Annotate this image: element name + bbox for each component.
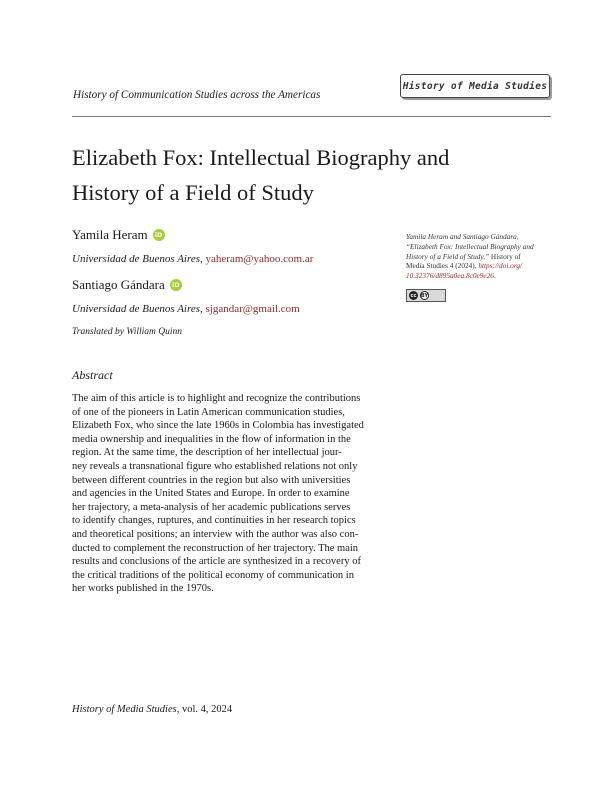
abstract-line: the critical traditions of the political economy of communication in (72, 569, 354, 581)
citation-text: History of (489, 251, 521, 261)
orcid-icon[interactable]: iD (170, 279, 182, 291)
orcid-icon[interactable]: iD (153, 229, 165, 241)
citation-text: . (493, 271, 496, 281)
abstract-line: ney reveals a transnational figure who established relations not only (72, 461, 358, 472)
author-2 (72, 277, 182, 293)
cc-icon: cc (410, 292, 417, 299)
citation-text: Media Studies 4 (2024), (406, 261, 479, 271)
series-title: History of Communication Studies across the Americas (73, 89, 321, 101)
abstract-heading: Abstract (72, 368, 113, 382)
by-icon: BY (420, 292, 429, 299)
title-line-1: Elizabeth Fox: Intellectual Biography and (72, 145, 450, 170)
author-email-link[interactable]: sjgandar@gmail.com (205, 303, 300, 315)
footer-volume: , vol. 4, 2024 (176, 704, 233, 715)
doi-link[interactable]: https://doi.org/ (478, 261, 523, 271)
abstract-line: ducted to complement the reconstruction of her trajectory. The main (72, 542, 359, 554)
abstract-line: of one of the pioneers in Latin American communication studies, (72, 406, 345, 418)
institution: Universidad de Buenos Aires (72, 303, 201, 315)
journal-logo: History of Media Studies (400, 74, 550, 98)
abstract-line: region. At the same time, the description of her intellectual jour- (72, 447, 342, 459)
author-2-affiliation: Universidad de Buenos Aires, sjgandar@gmail.com (72, 303, 300, 315)
citation-line: Yamila Heram and Santiago Gándara, (406, 232, 519, 241)
author-1-affiliation: Universidad de Buenos Aires, yaheram@yahoo.com.ar (72, 253, 314, 265)
abstract-line: between different countries in the region but also with universities (72, 474, 351, 486)
citation-italic: History of a Field of Study,” (406, 251, 490, 261)
abstract-line: results and conclusions of the article are synthesized in a recovery of (72, 556, 361, 568)
author-1 (72, 227, 165, 243)
page-footer (72, 704, 232, 715)
abstract-line: and theoretical positions; an interview with the author was also con- (72, 529, 359, 540)
abstract-line: The aim of this article is to highlight and recognize the contributions (72, 393, 361, 404)
citation-block (406, 232, 556, 281)
translator-credit: Translated by William Quinn (72, 327, 183, 337)
abstract-line: her works published in the 1970s. (72, 583, 214, 595)
author-name: Santiago Gándara (72, 277, 165, 292)
abstract-line: to identify changes, ruptures, and continuities in her research topics (72, 515, 356, 527)
title-line-2: History of a Field of Study (72, 180, 314, 205)
citation-line: “Elizabeth Fox: Intellectual Biography and (406, 241, 534, 251)
abstract-line: her trajectory, a meta-analysis of her academic publications serves (72, 501, 351, 513)
author-email-link[interactable]: yaheram@yahoo.com.ar (205, 253, 314, 265)
abstract-line: and agencies in the United States and Europe. In order to examine (72, 488, 350, 500)
footer-journal: History of Media Studies (72, 704, 177, 715)
citation-line (406, 271, 556, 281)
abstract-line: media ownership and inequalities in the flow of information in the (72, 433, 351, 445)
cc-license-badge[interactable] (406, 289, 446, 302)
header-rule (72, 116, 551, 117)
author-name: Yamila Heram (72, 227, 148, 242)
citation-line (406, 252, 556, 262)
institution: Universidad de Buenos Aires (72, 253, 201, 265)
abstract-line: Elizabeth Fox, who since the late 1960s in Colombia has investigated (72, 420, 364, 432)
article-title (72, 140, 542, 210)
citation-line (406, 261, 556, 271)
doi-link[interactable]: 10.32376/d895a0ea.8c0e9e26 (406, 271, 494, 281)
